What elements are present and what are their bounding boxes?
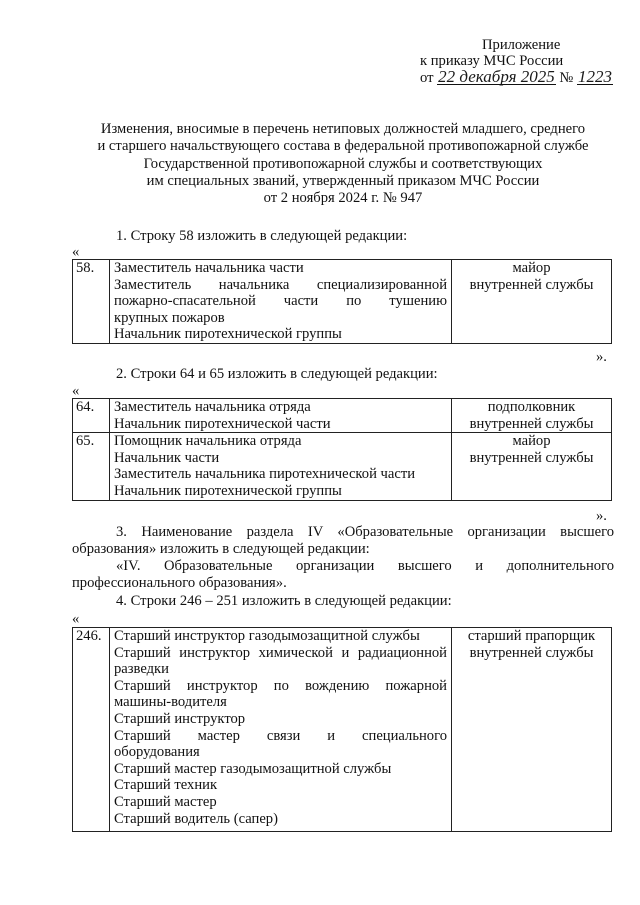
table-row-58 [72, 259, 612, 344]
position-line: Старший инструктор по вождению пожарной [114, 677, 447, 694]
title-line: Изменения, вносимые в перечень нетиповых должностей младшего, среднего [100, 121, 586, 137]
row-number: 58. [73, 260, 110, 344]
position-cell [110, 260, 452, 344]
position-cell [110, 628, 452, 832]
table-rows-64-65 [72, 398, 612, 501]
handwritten-date: 22 декабря 2025 [438, 67, 555, 86]
close-quote: ». [596, 508, 607, 524]
position-line: Начальник пиротехнической группы [114, 326, 342, 343]
item-3-line-4: профессионального образования». [72, 575, 287, 591]
document-title [60, 121, 626, 207]
position-line: разведки [114, 661, 169, 678]
order-number-sign: № [559, 70, 574, 86]
item-4-text: 4. Строки 246 – 251 изложить в следующей редакции: [116, 593, 452, 609]
rank-line: внутренней службы [469, 644, 594, 661]
table-row [73, 628, 612, 832]
rank-line: внутренней службы [469, 449, 594, 466]
position-line: Заместитель начальника отряда [114, 399, 311, 415]
row-number: 64. [73, 399, 110, 433]
table-rows-246-251 [72, 627, 612, 832]
rank-line: майор [512, 260, 551, 276]
position-line: пожарно-спасательной части по тушению [114, 293, 447, 310]
position-line: Начальник пиротехнической части [114, 415, 331, 432]
order-from-label: от [420, 70, 434, 86]
position-line: Заместитель начальника специализированной [114, 276, 447, 293]
position-line: Старший техник [114, 777, 218, 794]
item-2-text: 2. Строки 64 и 65 изложить в следующей редакции: [116, 366, 438, 382]
position-line: машины-водителя [114, 694, 227, 711]
position-line: Начальник пиротехнической группы [114, 482, 342, 499]
position-line: Заместитель начальника пиротехнической части [114, 466, 416, 483]
title-line: от 2 ноября 2024 г. № 947 [263, 190, 423, 207]
title-line: Государственной противопожарной службы и соответствующих [143, 155, 543, 172]
position-cell [110, 433, 452, 500]
item-3-line-3: «IV. Образовательные организации высшего и дополнительного [116, 558, 614, 574]
position-line: крупных пожаров [114, 309, 225, 326]
position-line: Старший мастер связи и специального [114, 727, 447, 744]
item-3-line-1: 3. Наименование раздела IV «Образовательные организации высшего [116, 524, 614, 540]
appendix-title: Приложение [482, 37, 561, 53]
rank-line: старший прапорщик [467, 628, 596, 644]
position-line: Старший инструктор [114, 710, 246, 727]
rank-cell [452, 628, 612, 832]
open-quote: « [72, 611, 80, 627]
table-row [73, 260, 612, 344]
rank-line: подполковник [487, 399, 576, 415]
item-1-text: 1. Строку 58 изложить в следующей редакции: [116, 228, 408, 244]
table-row [73, 433, 612, 500]
rank-line: внутренней службы [469, 415, 594, 432]
position-line: Старший мастер газодымозащитной службы [114, 760, 392, 777]
rank-cell [452, 433, 612, 500]
row-number: 246. [73, 628, 110, 832]
title-line: и старшего начальствующего состава в федеральной противопожарной службе [97, 138, 589, 155]
position-line: оборудования [114, 744, 200, 761]
position-line: Начальник части [114, 449, 220, 466]
title-line: им специальных званий, утвержденный приказом МЧС России [146, 172, 540, 189]
position-line: Старший мастер [114, 793, 217, 810]
position-line: Старший водитель (сапер) [114, 810, 278, 827]
table-row [73, 399, 612, 433]
position-cell [110, 399, 452, 433]
open-quote: « [72, 244, 80, 260]
position-line: Старший инструктор химической и радиационной [114, 644, 447, 661]
row-number: 65. [73, 433, 110, 500]
rank-line: майор [512, 433, 551, 450]
rank-cell [452, 399, 612, 433]
position-line: Помощник начальника отряда [114, 433, 302, 450]
rank-cell [452, 260, 612, 344]
close-quote: ». [596, 349, 607, 365]
open-quote: « [72, 383, 80, 399]
rank-line: внутренней службы [469, 276, 594, 293]
position-line: Старший инструктор газодымозащитной службы [114, 628, 420, 644]
handwritten-number: 1223 [578, 67, 612, 86]
appendix-order-ref: к приказу МЧС России [420, 53, 564, 69]
position-line: Заместитель начальника части [114, 260, 304, 276]
item-3-line-2: образования» изложить в следующей редакции: [72, 541, 370, 557]
order-date-line [420, 67, 613, 87]
